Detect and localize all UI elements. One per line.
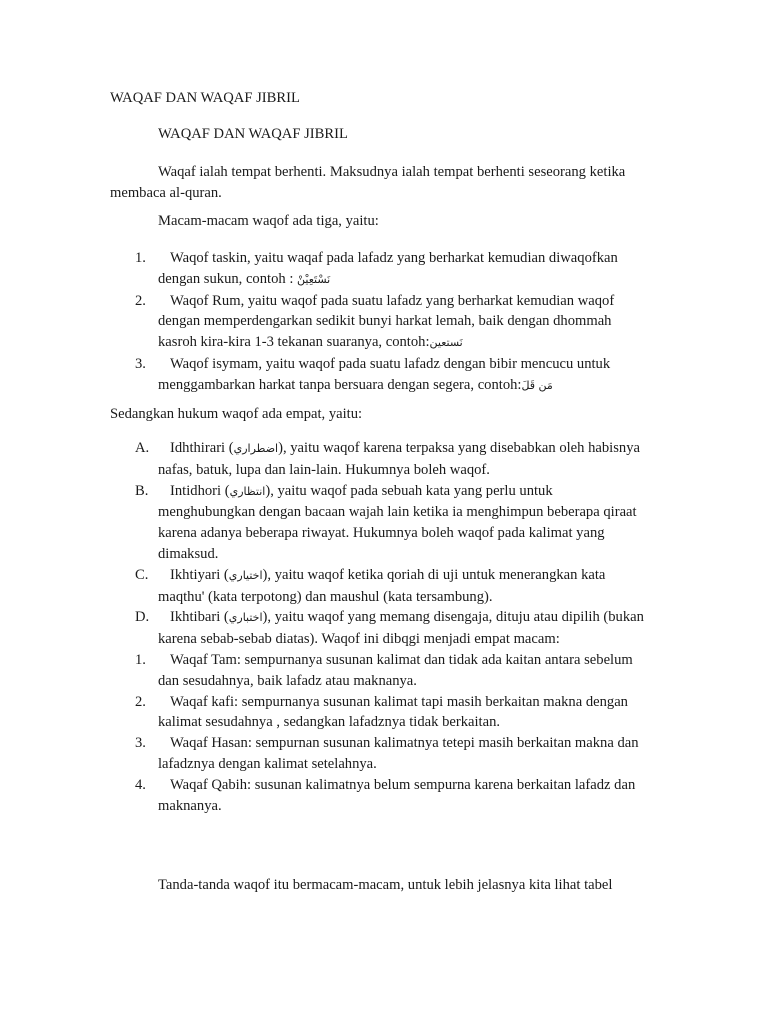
list-marker: 4.	[135, 776, 146, 793]
list-item-text: ), yaitu waqof karena terpaksa yang disebabkan oleh habisnya nafas, batuk, lupa dan lain-lain. Hukumnya boleh waqof.	[158, 440, 640, 478]
footer-paragraph: Tanda-tanda waqof itu bermacam-macam, untuk lebih jelasnya kita lihat tabel	[158, 877, 613, 893]
document-title: WAQAF DAN WAQAF JIBRIL	[110, 90, 300, 106]
list-item-text: Waqaf Qabih: susunan kalimatnya belum sempurna karena berkaitan lafadz dan maknanya.	[158, 776, 636, 814]
list-item-text: ), yaitu waqof pada sebuah kata yang perlu untuk menghubungkan dengan bacaan wajah lain ketika ia menghimpun beberapa qiraat karena adanya beberapa riwayat. Hukumnya boleh waqof pada kalimat yang dimaksud.	[158, 482, 637, 562]
list-marker: 1.	[135, 250, 146, 266]
arabic-example: مَن قَلَ	[521, 378, 553, 392]
macam-list	[110, 248, 650, 397]
list-item	[110, 733, 650, 775]
hukum-intro: Sedangkan hukum waqof ada empat, yaitu:	[110, 406, 363, 422]
list-item-text: Waqaf Tam: sempurnanya susunan kalimat dan tidak ada kaitan antara sebelum dan sesudahnya, baik lafadz atau maknanya.	[158, 651, 633, 689]
list-marker: 3.	[135, 355, 146, 372]
arabic-example: نَستعين	[429, 336, 463, 350]
arabic-example: نَسْتَعِيْنْ	[297, 272, 331, 286]
list-item-text: Idhthirari (	[170, 440, 234, 456]
intro-text: Waqaf ialah tempat berhenti. Maksudnya ialah tempat berhenti seseorang ketika membaca al-quran.	[110, 164, 626, 201]
list-item	[110, 650, 650, 692]
arabic-term: انتظاري	[229, 484, 266, 498]
hukum-list	[110, 438, 650, 816]
list-item	[110, 692, 650, 734]
list-item	[110, 438, 650, 481]
list-item-text: Waqof taskin, yaitu waqaf pada lafadz yang berharkat kemudian diwaqofkan dengan sukun, contoh :	[158, 250, 618, 287]
list-item-text: Waqaf kafi: sempurnanya susunan kalimat tapi masih berkaitan makna dengan kalimat sesudahnya , sedangkan lafadznya tidak berkaitan.	[158, 693, 628, 731]
list-marker: C.	[135, 566, 149, 583]
list-item-text: Waqof Rum, yaitu waqof pada suatu lafadz yang berharkat kemudian waqof dengan memperdengarkan sedikit bunyi harkat lemah, baik dengan dhommah kasroh kira-kira 1-3 tekanan suaranya, contoh:	[158, 292, 615, 351]
list-marker: 2.	[135, 693, 146, 710]
list-item-text: Ikhtiyari (	[170, 566, 229, 583]
arabic-term: اختباري	[228, 611, 263, 625]
arabic-term: اختياري	[228, 568, 263, 582]
list-item	[110, 291, 650, 354]
list-item-text: Waqof isymam, yaitu waqof pada suatu lafadz dengan bibir mencucu untuk menggambarkan harkat tanpa bersuara dengan segera, contoh:	[158, 355, 611, 393]
intro-paragraph	[110, 162, 650, 204]
macam-intro: Macam-macam waqof ada tiga, yaitu:	[158, 213, 379, 229]
list-marker: 2.	[135, 292, 146, 309]
list-item-text: ), yaitu waqof yang memang disengaja, dituju atau dipilih (bukan karena sebab-sebab diatas). Waqof ini dibqgi menjadi empat macam:	[158, 609, 644, 648]
list-item	[110, 248, 650, 291]
list-item-text: Ikhtibari (	[170, 609, 229, 626]
list-marker: B.	[135, 482, 149, 499]
list-item-text: ), yaitu waqof ketika qoriah di uji untuk menerangkan kata maqthu' (kata terpotong) dan maushul (kata tersambung).	[158, 566, 606, 605]
list-marker: 1.	[135, 651, 146, 668]
list-item-text: Intidhori (	[170, 482, 230, 499]
document-subtitle: WAQAF DAN WAQAF JIBRIL	[158, 126, 348, 142]
list-marker: D.	[135, 609, 150, 626]
list-item	[110, 607, 650, 650]
list-marker: A.	[135, 440, 150, 456]
list-item	[110, 481, 650, 565]
arabic-term: اضطراري	[233, 442, 279, 455]
list-marker: 3.	[135, 735, 146, 752]
list-item	[110, 354, 650, 397]
list-item-text: Waqaf Hasan: sempurnan susunan kalimatnya tetepi masih berkaitan makna dan lafadznya dengan kalimat setelahnya.	[158, 735, 639, 772]
list-item	[110, 775, 650, 817]
list-item	[110, 565, 650, 608]
